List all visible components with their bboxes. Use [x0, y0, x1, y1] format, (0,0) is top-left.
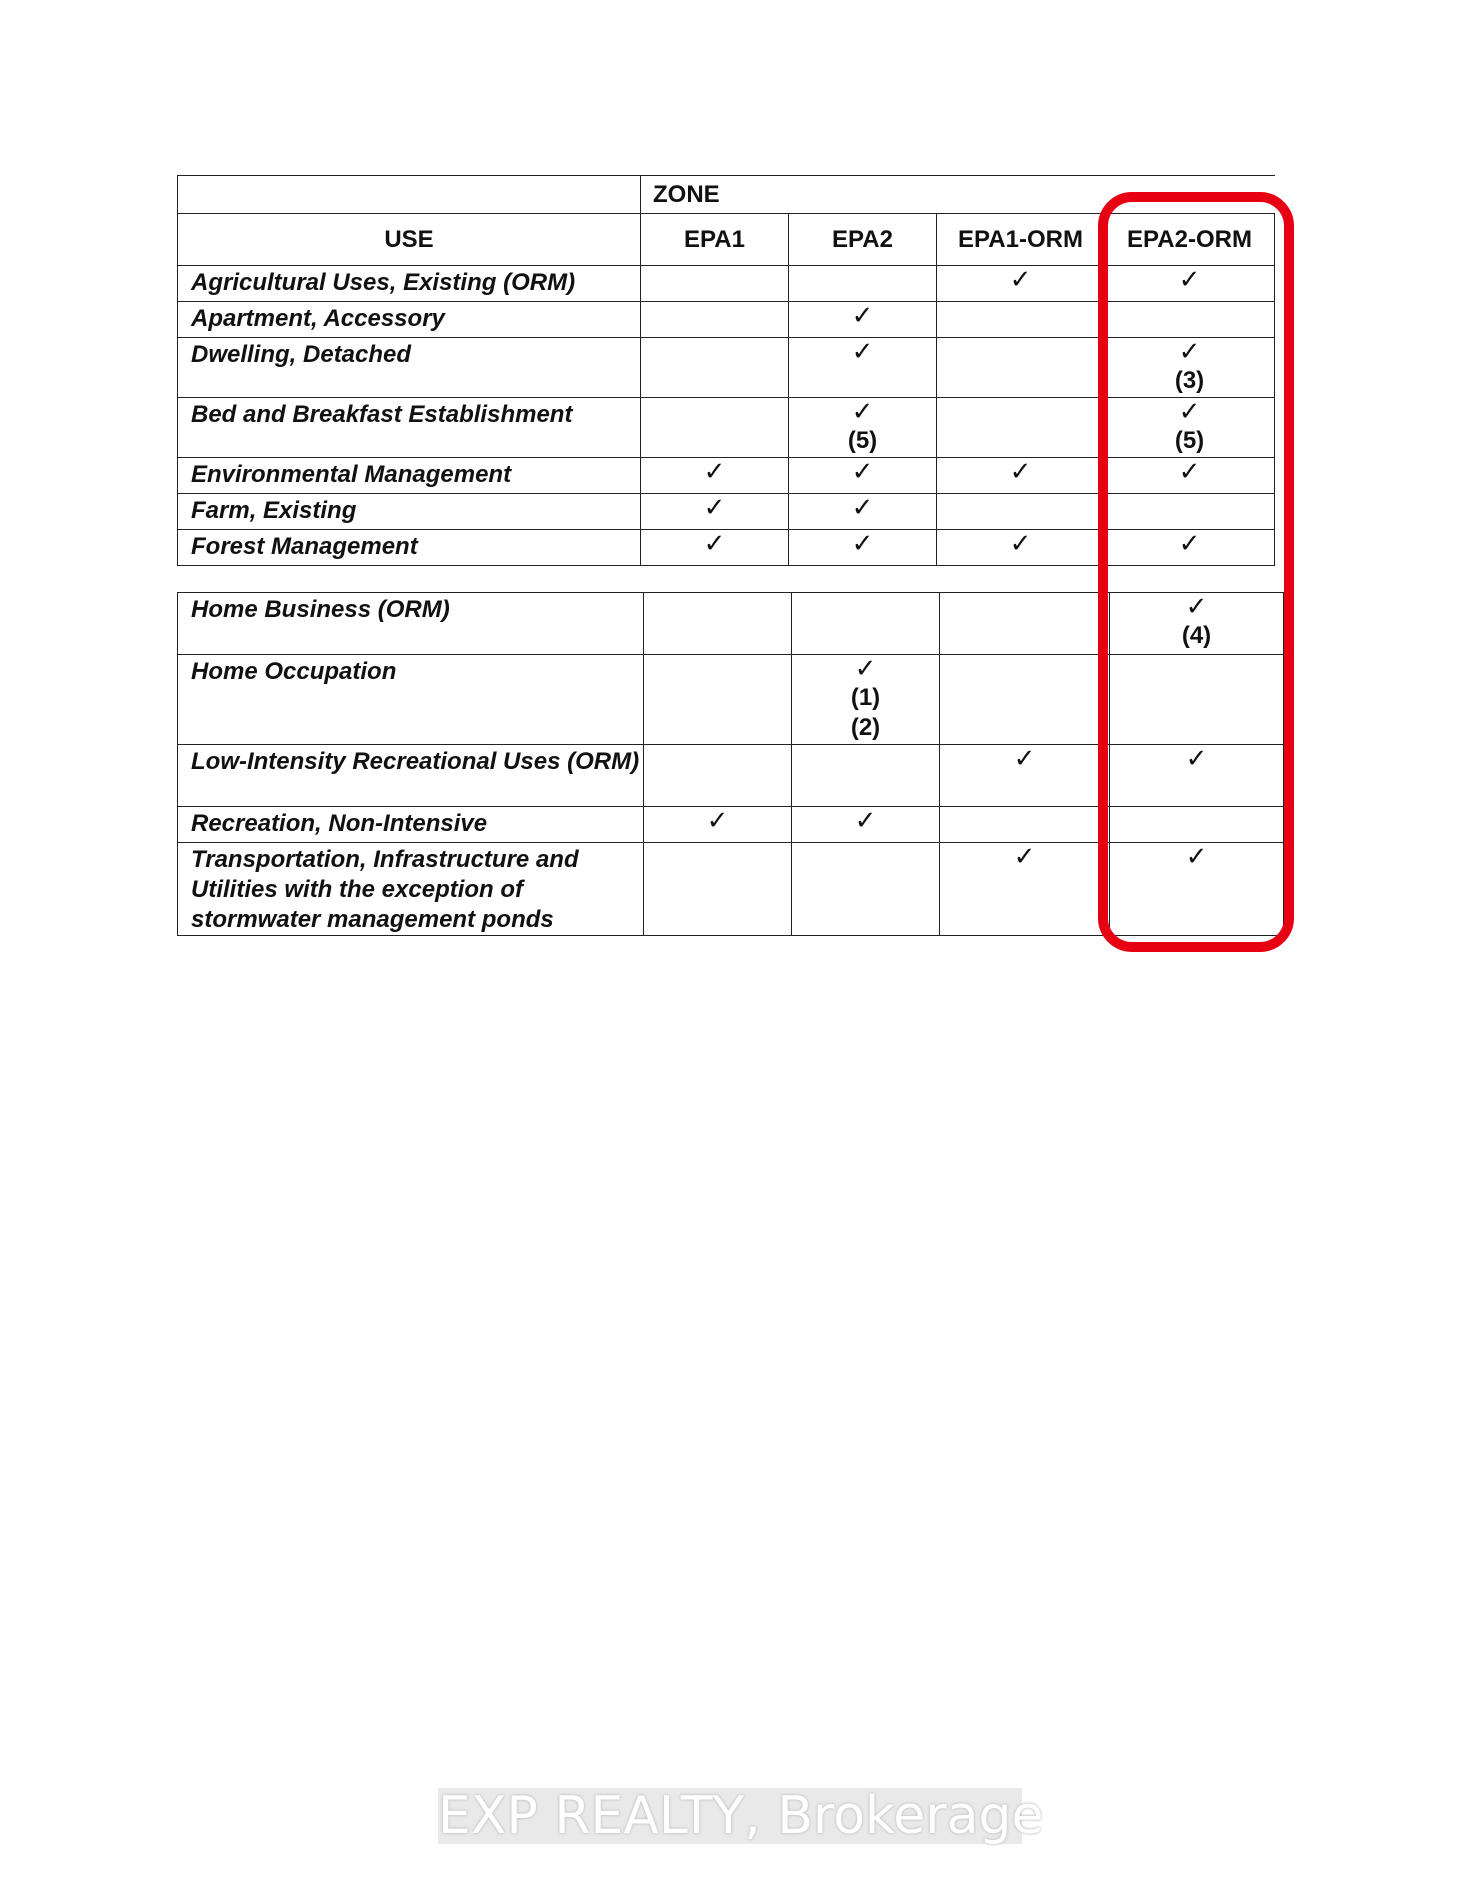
footnote-ref: (4) [1181, 622, 1212, 649]
use-cell: Dwelling, Detached [178, 338, 641, 398]
footnote-ref: (2) [850, 714, 881, 741]
checkmark-icon: ✓ [1009, 457, 1032, 487]
zone-cell [641, 338, 789, 398]
checkmark-icon: ✓ [1178, 265, 1201, 295]
zone-cell [641, 302, 789, 338]
zone-cell [641, 266, 789, 302]
use-cell: Low-Intensity Recreational Uses (ORM) [178, 745, 644, 807]
zone-cell [792, 807, 940, 843]
zone-cell [940, 655, 1110, 745]
use-cell: Apartment, Accessory [178, 302, 641, 338]
column-header-epa2-orm: EPA2-ORM [1105, 214, 1275, 266]
checkmark-icon: ✓ [1009, 529, 1032, 559]
checkmark-icon: ✓ [1185, 592, 1208, 622]
use-cell: Home Business (ORM) [178, 593, 644, 655]
use-cell: Environmental Management [178, 458, 641, 494]
checkmark-icon: ✓ [1185, 842, 1208, 872]
footnote-ref: (1) [850, 684, 881, 711]
checkmark-icon: ✓ [703, 493, 726, 523]
use-header: USE [178, 214, 641, 266]
checkmark-icon: ✓ [854, 654, 877, 684]
checkmark-icon: ✓ [1178, 529, 1201, 559]
zone-cell [641, 494, 789, 530]
use-cell: Forest Management [178, 530, 641, 566]
zone-cell [940, 745, 1110, 807]
use-cell: Farm, Existing [178, 494, 641, 530]
use-cell: Bed and Breakfast Establishment [178, 398, 641, 458]
zone-cell [641, 458, 789, 494]
checkmark-icon: ✓ [703, 457, 726, 487]
footnote-ref: (3) [1174, 367, 1205, 394]
epa2-orm-highlight-box [1098, 192, 1294, 952]
zone-cell [792, 593, 940, 655]
zone-cell [789, 494, 937, 530]
zone-cell [937, 458, 1105, 494]
zone-cell [792, 843, 940, 936]
use-cell: Agricultural Uses, Existing (ORM) [178, 266, 641, 302]
checkmark-icon: ✓ [1178, 337, 1201, 367]
zone-cell [789, 266, 937, 302]
zone-cell [789, 302, 937, 338]
brokerage-watermark: EXP REALTY, Brokerage [438, 1786, 1044, 1846]
zone-cell [937, 266, 1105, 302]
zone-cell [644, 655, 792, 745]
checkmark-icon: ✓ [1185, 744, 1208, 774]
column-header-epa1: EPA1 [641, 214, 789, 266]
zone-cell [641, 530, 789, 566]
zone-cell [937, 398, 1105, 458]
checkmark-icon: ✓ [851, 301, 874, 331]
zone-cell [789, 338, 937, 398]
checkmark-icon: ✓ [1009, 265, 1032, 295]
use-cell: Transportation, Infrastructure and Utilities with the exception of stormwater management ponds [178, 843, 644, 936]
zone-cell [644, 843, 792, 936]
checkmark-icon: ✓ [854, 806, 877, 836]
checkmark-icon: ✓ [1178, 457, 1201, 487]
footnote-ref: (5) [1174, 427, 1205, 454]
column-header-epa2: EPA2 [789, 214, 937, 266]
use-cell: Home Occupation [178, 655, 644, 745]
zone-cell [792, 655, 940, 745]
checkmark-icon: ✓ [703, 529, 726, 559]
zone-cell [789, 458, 937, 494]
zone-cell [644, 807, 792, 843]
checkmark-icon: ✓ [851, 529, 874, 559]
checkmark-icon: ✓ [851, 493, 874, 523]
zone-cell [789, 398, 937, 458]
zone-header: ZONE [641, 176, 1275, 214]
checkmark-icon: ✓ [851, 337, 874, 367]
zone-cell [937, 530, 1105, 566]
zone-cell [644, 593, 792, 655]
checkmark-icon: ✓ [1178, 397, 1201, 427]
zone-cell [940, 807, 1110, 843]
zone-cell [940, 593, 1110, 655]
blank-header-cell [178, 176, 641, 214]
zone-cell [789, 530, 937, 566]
footnote-ref: (5) [847, 427, 878, 454]
zone-cell [937, 338, 1105, 398]
column-header-epa1-orm: EPA1-ORM [937, 214, 1105, 266]
zone-cell [940, 843, 1110, 936]
zone-cell [644, 745, 792, 807]
checkmark-icon: ✓ [1013, 744, 1036, 774]
use-cell: Recreation, Non-Intensive [178, 807, 644, 843]
zone-cell [937, 494, 1105, 530]
checkmark-icon: ✓ [706, 806, 729, 836]
zone-cell [792, 745, 940, 807]
zone-cell [937, 302, 1105, 338]
checkmark-icon: ✓ [1013, 842, 1036, 872]
zone-cell [641, 398, 789, 458]
checkmark-icon: ✓ [851, 397, 874, 427]
checkmark-icon: ✓ [851, 457, 874, 487]
